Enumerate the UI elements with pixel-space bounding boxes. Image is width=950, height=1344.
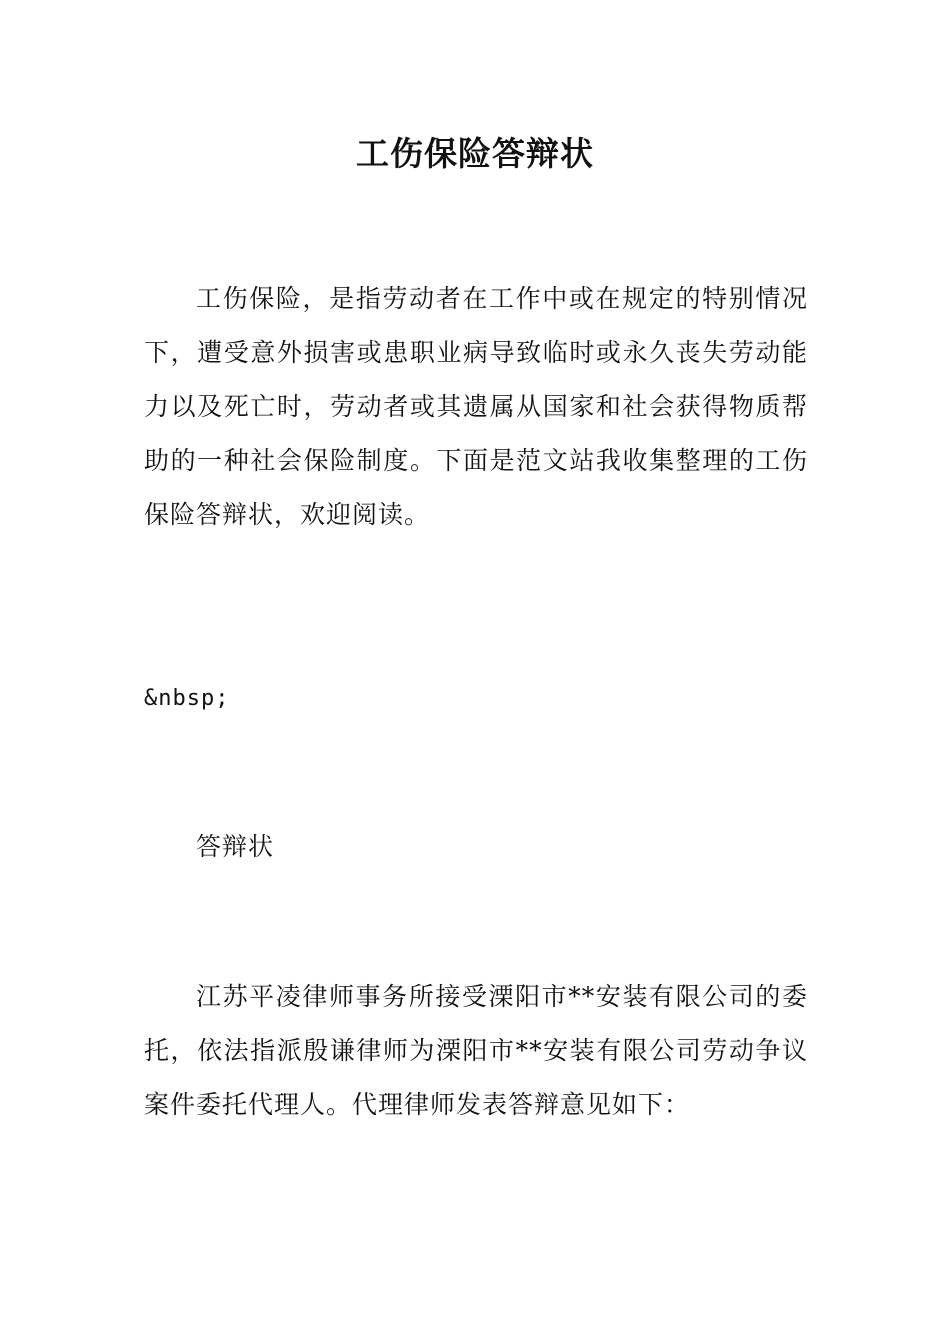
section-heading: 答辩状 (196, 832, 275, 861)
nbsp-text: &nbsp; (144, 686, 230, 711)
body-paragraph: 江苏平凌律师事务所接受溧阳市**安装有限公司的委托，依法指派殷谦律师为溧阳市**安装有限公司劳动争议案件委托代理人。代理律师发表答辩意见如下： (144, 982, 808, 1119)
document-title: 工伤保险答辩状 (356, 134, 594, 173)
intro-paragraph: 工伤保险，是指劳动者在工作中或在规定的特别情况下，遭受意外损害或患职业病导致临时或永久丧失劳动能力以及死亡时，劳动者或其遗属从国家和社会获得物质帮助的一种社会保险制度。下面是范文站我收集整理的工伤保险答辩状，欢迎阅读。 (144, 284, 808, 529)
